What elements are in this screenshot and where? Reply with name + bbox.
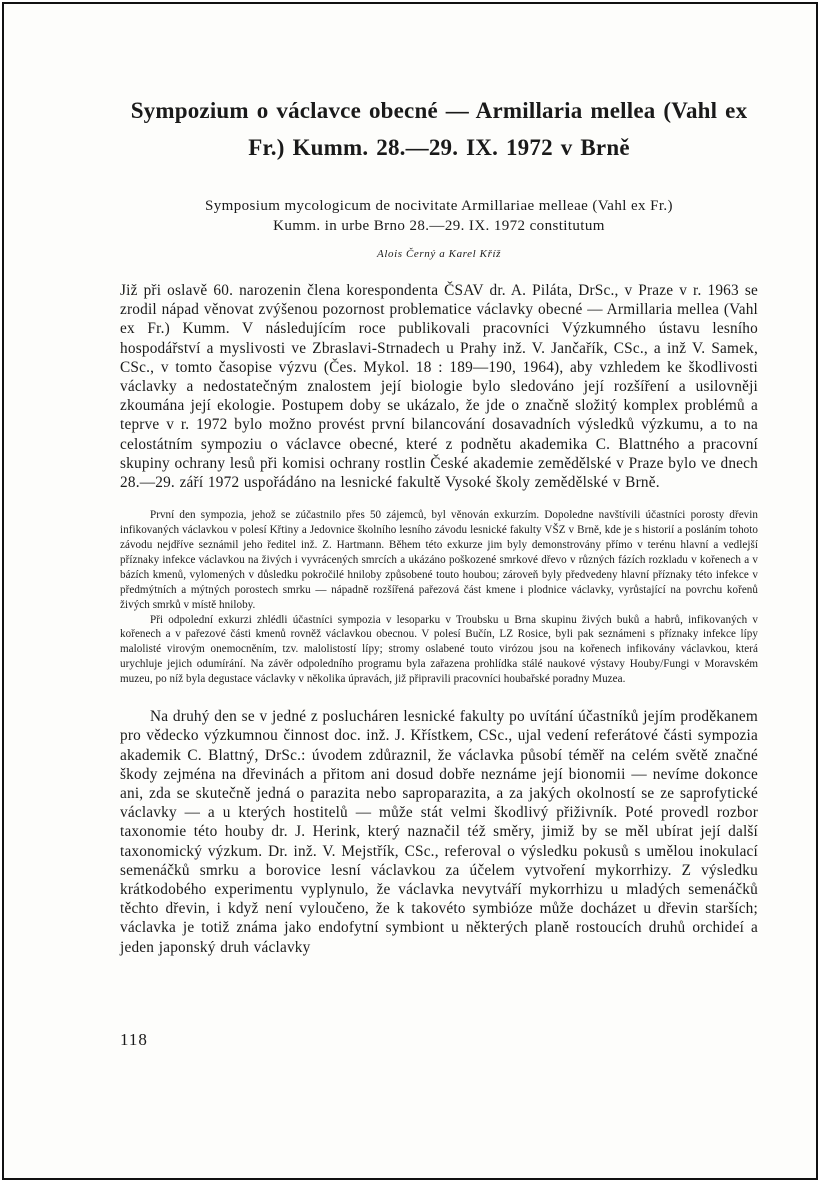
intro-paragraph: Již při oslavě 60. narozenin člena korespondenta ČSAV dr. A. Piláta, DrSc., v Praze v r. 1963 se zrodil nápad věnovat zvýšenou pozornost problematice václavky obecné — Armillaria mellea (Vahl ex Fr.) Kumm. V následujícím roce publikovali pracovníci Výzkumného ústavu lesního hospodářství a myslivosti ve Zbraslavi-Strnadech u Prahy inž. V. Jančařík, CSc., a inž V. Samek, CSc., v tomto časopise výzvu (Čes. Mykol. 18 : 189—190, 1964), aby vzhledem ke škodlivosti václavky a nedostatečným znalostem její biologie bylo sledováno její rozšíření a usilovněji zkoumána její ekologie. Postupem doby se ukázalo, že jde o značně složitý komplex problémů a teprve v r. 1972 bylo možno provést první bilancování dosavadních výsledků výzkumu, a to na celostátním sympoziu o václavce obecné, které z podnětu akademika C. Blattného a pracovní skupiny ochrany lesů při komisi ochrany rostlin České akademie zemědělské v Praze bylo ve dnech 28.—29. září 1972 uspořádáno na lesnické fakultě Vysoké školy zemědělské v Brně. [120, 282, 758, 492]
latin-subtitle-line-1: Symposium mycologicum de nocivitate Armillariae melleae (Vahl ex Fr.) [205, 198, 673, 214]
article-body [120, 92, 758, 957]
latin-subtitle [120, 196, 758, 236]
excursion-section [120, 508, 758, 687]
latin-subtitle-line-2: Kumm. in urbe Brno 28.—29. IX. 1972 constitutum [273, 218, 605, 234]
excursion-paragraph-1: První den sympozia, jehož se zúčastnilo přes 50 zájemců, byl věnován exkurzím. Dopoledne navštívili účastníci porosty dřevin infikovaných václavkou v polesí Křtiny a Jedovnice školního lesního závodu lesnické fakulty VŠZ v Brně, kde je s historií a posláním tohoto závodu nejdříve seznámil jeho ředitel inž. Z. Hartmann. Během této exkurze jim byly demonstrovány přímo v terénu hlavní a vedlejší příznaky infekce václavkou na živých i vyvrácených smrcích a ukázáno poškozené smrkové dřevo v různých fázích rozkladu v kořenech a v bázích kmenů, vylomených v důsledku pokročilé hniloby způsobené touto houbou; zároveň byly předvedeny hlavní příznaky této infekce v předmýtních a mýtných porostech smrku — nápadně rozšířená pařezová část kmene i plodnice václavky, vyrůstající na povrchu kořenů živých smrků v místě hniloby. [120, 509, 758, 611]
second-day-paragraph: Na druhý den se v jedné z poslucháren lesnické fakulty po uvítání účastníků jejím proděkanem pro vědecko výzkumnou činnost doc. inž. J. Křístkem, CSc., ujal vedení referátové části sympozia akademik C. Blattný, DrSc.: úvodem zdůraznil, že václavka působí téměř na celém světě značné škody zejména na dřevinách a přitom ani dosud dobře neznáme její bionomii — nevíme dokonce ani, zda se skutečně jedná o parazita nebo saproparazita, a za jakých okolností se ze saprofytické václavky — a u kterých hostitelů — může stát velmi škodlivý přiživník. Poté provedl rozbor taxonomie této houby dr. J. Herink, který naznačil též směry, jimiž by se měl ubírat její další taxonomický výzkum. Dr. inž. V. Mejstřík, CSc., referoval o výsledku pokusů s umělou inokulací semenáčků smrku a borovice lesní václavkou za účelem vytvoření mykorrhizy. Z výsledku krátkodobého experimentu vyplynulo, že václavka nevytváří mykorrhizu u mladých semenáčků těchto dřevin, i když není vyloučeno, že k takovéto symbióze může docházet u dřevin starších; václavka je totiž známa jako endofytní symbiont u některých planě rostoucích druhů orchideí a jeden japonský druh václavky [120, 708, 758, 956]
excursion-paragraph-2: Při odpolední exkurzi zhlédli účastníci sympozia v lesoparku v Troubsku u Brna skupinu živých buků a habrů, infikovaných v kořenech a v pařezové části kmenů rovněž václavkou obecnou. V polesí Bučín, LZ Rosice, byli pak seznámeni s příznaky infekce lípy malolisté virovým onemocněním, tzv. malolistostí lípy; stromy oslabené touto virózou jsou na kořenech infikovány václavkou, která urychluje jejich odumírání. Na závěr odpoledního programu byla zařazena prohlídka stálé naukové výstavy Houby/Fungi v Moravském muzeu, po níž byla degustace václavky v několika úpravách, již připravili pracovníci houbařské poradny Muzea. [120, 613, 758, 686]
page-number: 118 [120, 1030, 148, 1049]
article-title: Sympozium o václavce obecné — Armillaria mellea (Vahl ex Fr.) Kumm. 28.—29. IX. 1972 v Brně [130, 98, 748, 160]
authors: Alois Černý a Karel Kříž [377, 248, 501, 260]
page-frame [2, 2, 818, 1180]
